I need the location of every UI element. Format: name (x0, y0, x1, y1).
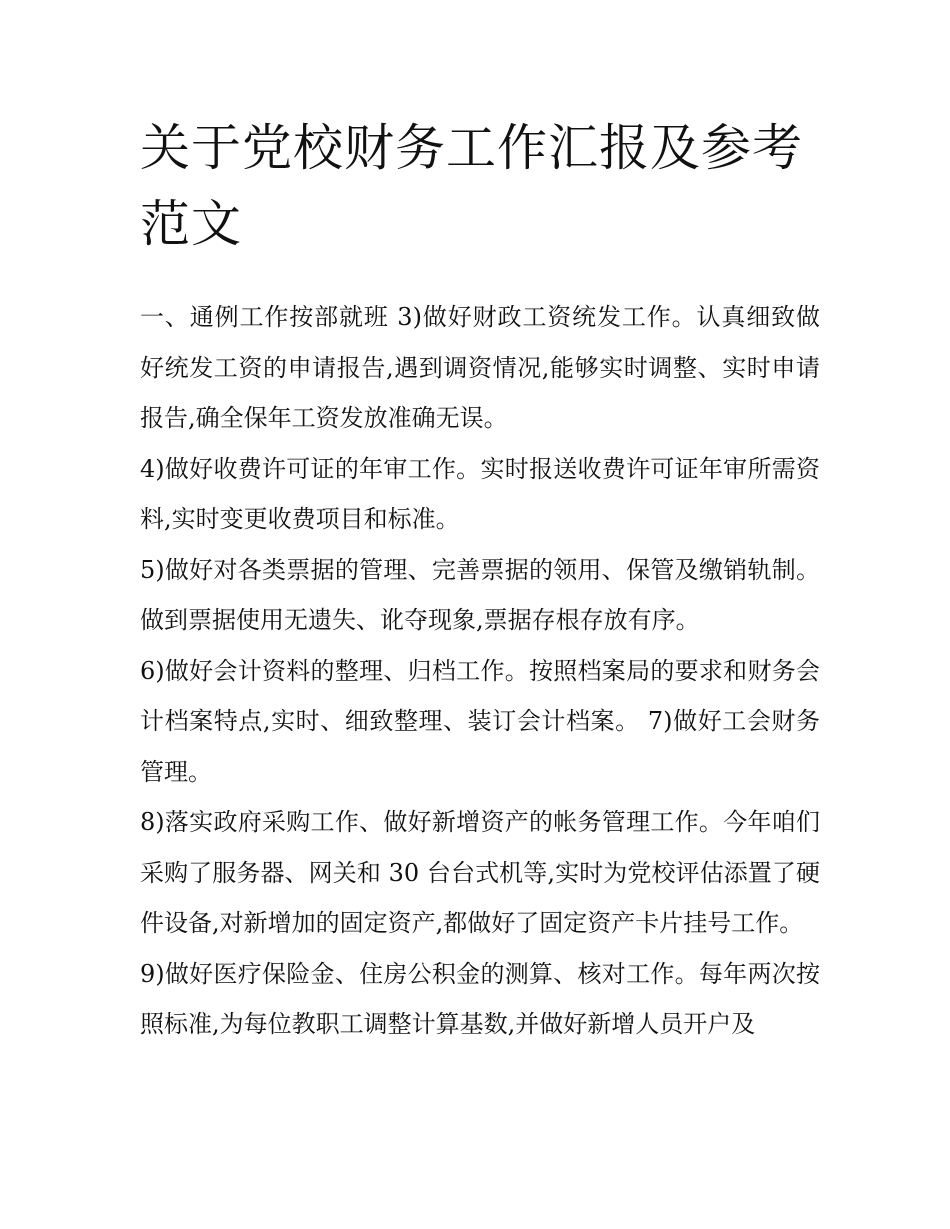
paragraph-receipts: 5)做好对各类票据的管理、完善票据的领用、保管及缴销轨制。做到票据使用无遗失、讹夺现象,票据存根存放有序。 (140, 555, 820, 634)
paragraph-insurance: 9)做好医疗保险金、住房公积金的测算、核对工作。每年两次按照标准,为每位教职工调整计算基数,并做好新增人员开户及 (140, 959, 820, 1038)
paragraph-accounting-archive: 6)做好会计资料的整理、归档工作。按照档案局的要求和财务会计档案特点,实时、细致整理、装订会计档案。 7)做好工会财务管理。 (140, 656, 820, 786)
document-page (140, 110, 820, 1050)
title-spacer (140, 262, 820, 292)
paragraph-procurement: 8)落实政府采购工作、做好新增资产的帐务管理工作。今年咱们采购了服务器、网关和 30 台台式机等,实时为党校评估添置了硬件设备,对新增加的固定资产,都做好了固定资产卡片挂号工作。 (140, 808, 820, 937)
paragraph-routine-work: 一、通例工作按部就班 3)做好财政工资统发工作。认真细致做好统发工资的申请报告,遇到调资情况,能够实时调整、实时申请报告,确全保年工资发放准确无误。 (140, 303, 820, 432)
paragraph-fee-license: 4)做好收费许可证的年审工作。实时报送收费许可证年审所需资料,实时变更收费项目和标准。 (140, 454, 820, 533)
document-title: 关于党校财务工作汇报及参考范文 (140, 119, 803, 253)
